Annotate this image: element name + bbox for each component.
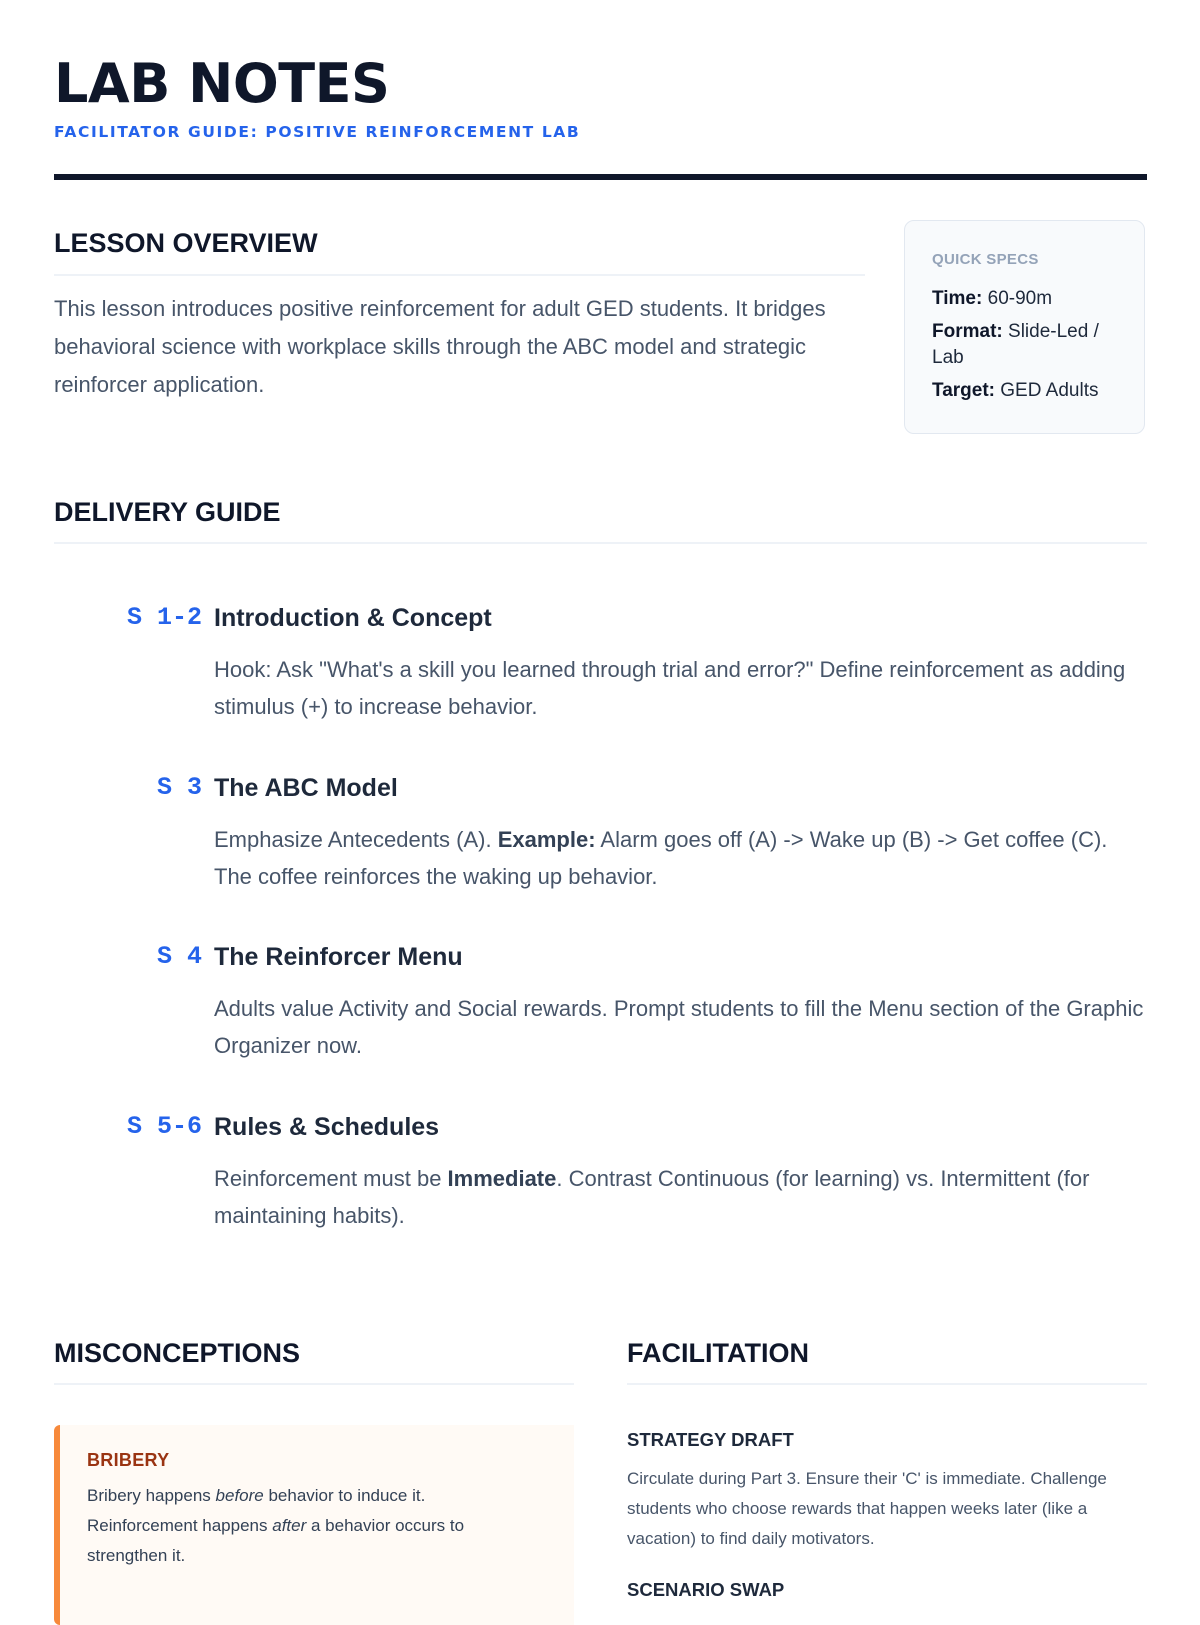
facilitation-heading: FACILITATION xyxy=(627,1338,809,1368)
step-body-text: Reinforcement must be xyxy=(214,1166,448,1191)
spec-target xyxy=(932,378,1118,404)
facilitation-block-text: Circulate during Part 3. Ensure their 'C' is immediate. Challenge students who choose rewards that happen weeks later (like a vacation) to find daily motivators. xyxy=(627,1469,1107,1548)
step-body xyxy=(214,821,1149,895)
facilitation-block-title: SCENARIO SWAP xyxy=(627,1579,785,1600)
step-body-text: . Contrast Continuous (for learning) vs. Intermittent (for maintaining habits). xyxy=(214,1166,1090,1228)
misconceptions-heading: MISCONCEPTIONS xyxy=(54,1338,301,1368)
spec-time xyxy=(932,286,1118,312)
facilitation-block-title: STRATEGY DRAFT xyxy=(627,1429,794,1450)
spec-format-label: Format: xyxy=(932,321,1003,342)
delivery-divider xyxy=(54,542,1147,544)
step-title: The ABC Model xyxy=(214,774,398,802)
spec-format xyxy=(932,319,1118,371)
misconception-text-part: behavior to induce it. Reinforcement happens xyxy=(87,1486,426,1535)
spec-format-value: Slide-Led / Lab xyxy=(932,321,1099,368)
quick-specs-card xyxy=(904,220,1145,434)
step-body: Adults value Activity and Social rewards. Prompt students to fill the Menu section of the Graphic Organizer now. xyxy=(214,996,1144,1058)
step-title: The Reinforcer Menu xyxy=(214,943,463,971)
step-number: S 5-6 xyxy=(126,1112,202,1141)
facilitation-block xyxy=(627,1428,1147,1554)
step-number: S 1-2 xyxy=(126,603,202,632)
step-title: Introduction & Concept xyxy=(214,604,492,632)
page-subtitle: FACILITATOR GUIDE: POSITIVE REINFORCEMENT LAB xyxy=(54,123,581,141)
step-body-text: Alarm goes off (A) -> Wake up (B) -> Get coffee (C). The coffee reinforces the waking up behavior. xyxy=(214,827,1108,889)
spec-target-value: GED Adults xyxy=(1000,380,1099,401)
facilitation-block xyxy=(627,1578,1147,1614)
step-body-text: Emphasize Antecedents (A). xyxy=(214,827,498,852)
page-title: LAB NOTES xyxy=(54,52,390,115)
header-divider xyxy=(54,174,1147,180)
step-body-emphasis: Immediate xyxy=(447,1166,557,1191)
misconception-text-part: a behavior occurs to strengthen it. xyxy=(87,1516,465,1565)
misconceptions-divider xyxy=(54,1383,574,1385)
facilitation-divider xyxy=(627,1383,1147,1385)
step-title: Rules & Schedules xyxy=(214,1113,440,1141)
overview-text: This lesson introduces positive reinforcement for adult GED students. It bridges behavioral science with workplace skills through the ABC model and strategic reinforcer application. xyxy=(54,296,826,397)
misconception-text xyxy=(87,1481,527,1571)
misconception-emphasis: before xyxy=(215,1486,264,1505)
quick-specs-title: QUICK SPECS xyxy=(932,251,1039,268)
misconception-emphasis: after xyxy=(272,1516,307,1535)
spec-time-value: 60-90m xyxy=(987,288,1053,309)
step-body-emphasis: Example: xyxy=(497,827,596,852)
step-body xyxy=(214,1160,1149,1234)
step-body: Hook: Ask "What's a skill you learned through trial and error?" Define reinforcement as adding stimulus (+) to increase behavior. xyxy=(214,657,1126,719)
spec-target-label: Target: xyxy=(932,380,995,401)
spec-time-label: Time: xyxy=(932,288,983,309)
misconception-title: BRIBERY xyxy=(87,1450,170,1470)
overview-heading: LESSON OVERVIEW xyxy=(54,228,318,258)
step-number: S 3 xyxy=(156,773,202,802)
delivery-heading: DELIVERY GUIDE xyxy=(54,497,281,527)
misconception-card xyxy=(54,1425,574,1625)
step-number: S 4 xyxy=(156,942,202,971)
overview-divider xyxy=(54,274,865,276)
misconception-text-part: Bribery happens xyxy=(87,1486,216,1505)
